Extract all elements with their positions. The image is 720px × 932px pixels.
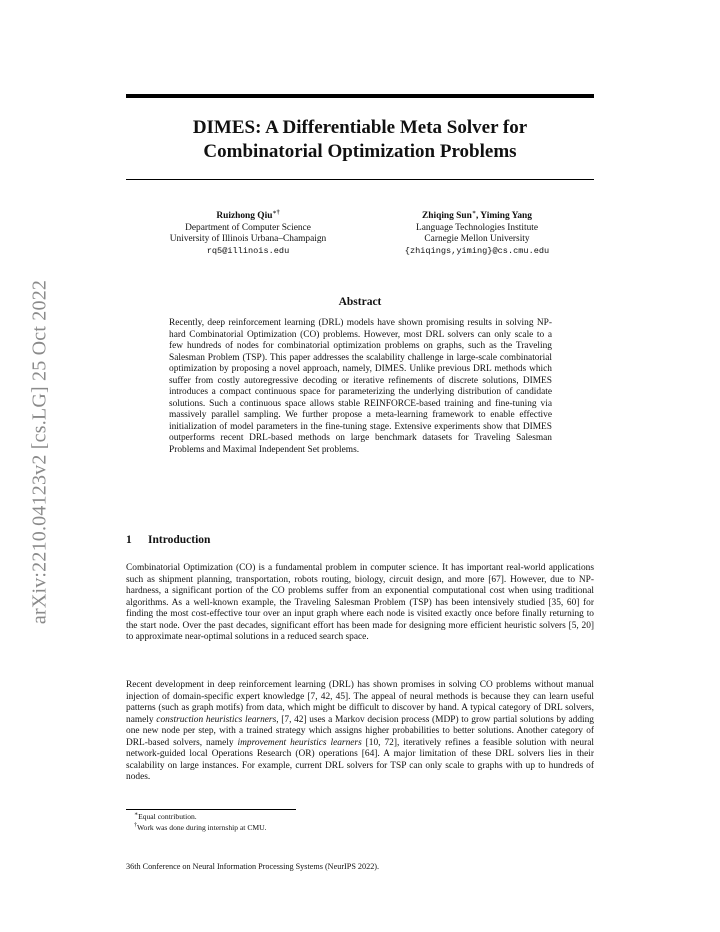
author-name-text: Ruizhong Qiu (216, 211, 273, 221)
abstract-heading: Abstract (338, 296, 382, 308)
abstract-text: Recently, deep reinforcement learning (DRL) models have shown promising results in solving NP-hard Combinatorial Optimization (CO) problems. However, most DRL solvers can only scale to a few hundreds of nodes for combinatorial optimization problems on graphs, such as the Traveling Salesman Problem (TSP). This paper addresses the scalability challenge in large-scale combinatorial optimization by proposing a novel approach, namely, DIMES. Unlike previous DRL methods which suffer from costly autoregressive decoding or iterative refinements of discrete solutions, DIMES introduces a compact continuous space for parameterizing the underlying distribution of candidate solutions. Such a continuous space allows stable REINFORCE-based training and fine-tuning via massively parallel sampling. We further propose a meta-learning framework to enable effective initialization of model parameters in the fine-tuning stage. Extensive experiments show that DIMES outperforms recent DRL-based methods on large benchmark datasets for Traveling Salesman Problems and Maximal Independent Set problems. (169, 318, 552, 455)
author-footnote-marks: ∗† (272, 209, 280, 216)
author-qiu (148, 211, 348, 257)
footnotes (134, 812, 267, 833)
footnote-mark: † (134, 821, 137, 828)
paper-title-line-2: Combinatorial Optimization Problems (203, 141, 517, 162)
author-name (148, 211, 348, 223)
section-heading-introduction (126, 534, 210, 546)
author-email: rq5@illinois.edu (206, 245, 290, 256)
author-name-text: , Yiming Yang (475, 211, 532, 221)
author-affiliation-institution: Carnegie Mellon University (424, 234, 530, 245)
arxiv-identifier-stamp: arXiv:2210.04123v2 [cs.LG] 25 Oct 2022 (28, 279, 51, 625)
emphasized-term: improvement heuristics learners (237, 737, 362, 748)
paper-title (126, 116, 594, 164)
author-name (388, 211, 566, 223)
footnote-text: Work was done during internship at CMU. (137, 822, 267, 832)
section-number: 1 (126, 534, 132, 546)
author-sun-yang (388, 211, 566, 257)
author-affiliation-department: Language Technologies Institute (415, 222, 539, 233)
author-affiliation-institution: University of Illinois Urbana–Champaign (169, 234, 327, 245)
title-top-rule (126, 94, 594, 98)
paragraph-text: Recent development in deep reinforcement learning (DRL) has shown promises in solving CO problems without manual injection of domain-specific expert knowledge [7, 42, 45]. The appeal of neural methods is because they can learn useful patterns (such as graph motifs) from data, which might be difficult to discover by hand. A typical category of DRL solvers, namely (126, 680, 594, 725)
footnote-equal-contribution (134, 812, 267, 823)
introduction-paragraph-1: Combinatorial Optimization (CO) is a fundamental problem in computer science. It has important real-world applications such as shipment planning, transportation, robots routing, biology, circuit design, and more [67]. However, due to NP-hardness, a significant portion of the CO problems suffer from an exponential computational cost when using traditional algorithms. As a well-known example, the Traveling Salesman Problem (TSP) has been intensively studied [35, 60] for finding the most cost-effective tour over an input graph where each node is visited exactly once before finally returning to the start node. Over the past decades, significant effort has been made for designing more efficient heuristic solvers [5, 20] to approximate near-optimal solutions in a reduced search space. (126, 563, 594, 642)
footnote-internship (134, 823, 267, 834)
author-affiliation-department: Department of Computer Science (185, 222, 311, 233)
paper-title-line-1: DIMES: A Differentiable Meta Solver for (192, 117, 528, 138)
author-name-text: Zhiqing Sun (422, 211, 472, 221)
section-title: Introduction (148, 534, 211, 546)
emphasized-term: construction heuristics learners (156, 714, 277, 725)
footnote-mark: ∗ (134, 811, 139, 818)
paragraph-text: , [7, 42] uses a Markov decision process (MDP) to grow partial solutions by adding one new node per step, with a trained strategy which assigns higher probabilities to better solutions. Another category of DRL-based solvers, namely (126, 714, 594, 748)
introduction-paragraph-2 (126, 680, 594, 784)
conference-venue: 36th Conference on Neural Information Processing Systems (NeurIPS 2022). (126, 862, 380, 871)
paragraph-text: [10, 72], iteratively refines a feasible solution with neural network-guided local Operations Research (OR) operations [64]. A major limitation of these DRL solvers lies in their scalability on large instances. For example, current DRL solvers for TSP can only scale to graphs with up to hundreds of nodes. (126, 737, 594, 782)
author-email: {zhiqings,yiming}@cs.cmu.edu (404, 245, 550, 256)
author-footnote-marks: ∗ (471, 209, 476, 216)
title-bottom-rule (126, 179, 594, 180)
footnote-separator (126, 809, 296, 810)
footnote-text: Equal contribution. (138, 812, 197, 821)
